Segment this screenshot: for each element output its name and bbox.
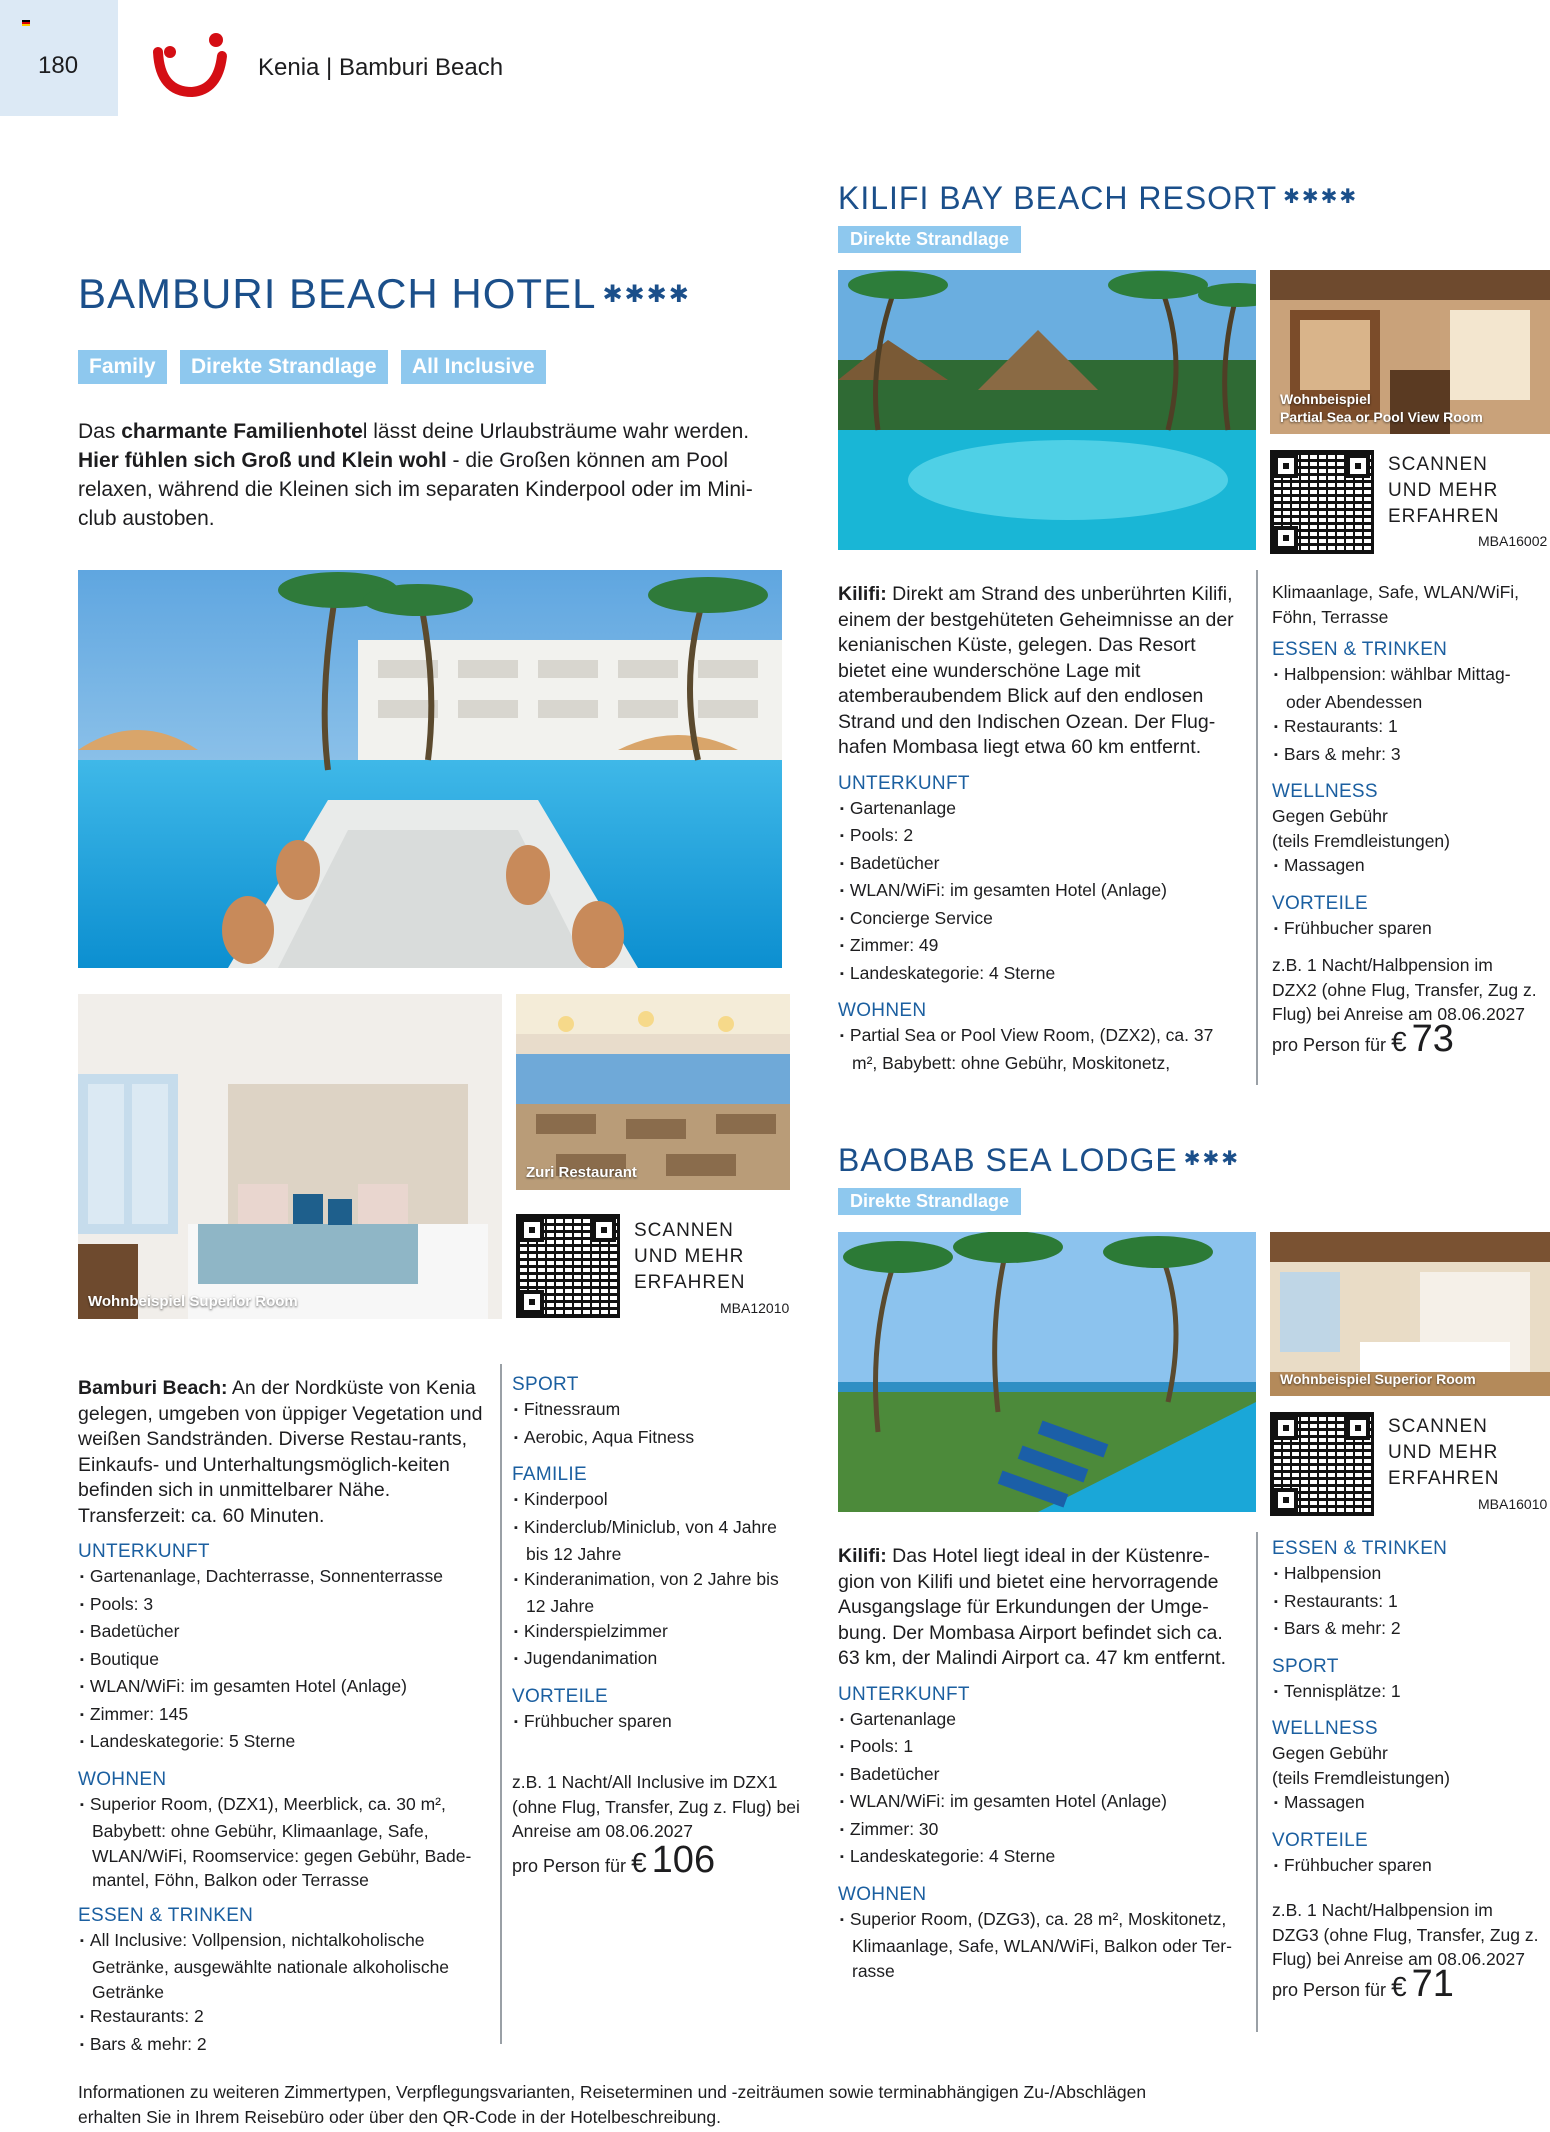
footer-note: Informationen zu weiteren Zimmertypen, Verpflegungsvarianten, Reiseterminen und -zeiträumen sowie terminabhängigen Zu-/Abschlägen erhalten Sie in Ihrem Reisebüro oder über den QR-Code in der Hotelbeschreibung.	[78, 2082, 1147, 2127]
bamburi-restaurant-photo	[516, 994, 790, 1190]
hotel-title: BAOBAB SEA LODGE	[838, 1142, 1178, 1178]
list-item: ▪ Badetücher	[78, 1619, 488, 1647]
list-item: ▪ Superior Room, (DZX1), Meerblick, ca. 30 m², Babybett: ohne Gebühr, Klimaanlage, Safe, WLAN/WiFi, Roomservice: gegen Gebühr, Bade-mantel, Föhn, Balkon oder Terrasse	[78, 1792, 488, 1893]
breadcrumb: Kenia | Bamburi Beach	[258, 54, 504, 81]
room-photo-caption: Wohnbeispiel Superior Room	[88, 1293, 298, 1310]
baobab-photo-caption: Wohnbeispiel Superior Room	[1280, 1371, 1476, 1387]
page-number: 180	[38, 52, 79, 79]
list-item: ▪ WLAN/WiFi: im gesamten Hotel (Anlage)	[78, 1674, 488, 1702]
tag-beach: Direkte Strandlage	[838, 1188, 1021, 1215]
list-item: ▪ Restaurants: 1	[1272, 1589, 1542, 1617]
star-rating: ✱✱✱✱	[602, 280, 691, 308]
kilifi-photo-caption: Wohnbeispiel Partial Sea or Pool View Room	[1280, 391, 1483, 425]
kilifi-qr-code[interactable]	[1270, 450, 1374, 554]
tui-logo	[152, 30, 232, 100]
price-note: z.B. 1 Nacht/Halbpension im DZX2 (ohne Flug, Transfer, Zug z. Flug) bei Anreise am 08.06.2027	[1272, 955, 1537, 1024]
list-item: ▪ Kinderpool	[512, 1487, 802, 1515]
star-rating: ✱✱✱	[1183, 1147, 1240, 1170]
list-item: ▪ Halbpension	[1272, 1561, 1542, 1589]
column-divider	[1256, 570, 1258, 1085]
restaurant-photo-caption: Zuri Restaurant	[526, 1164, 637, 1181]
list-item: ▪ Tennisplätze: 1	[1272, 1679, 1542, 1707]
list-item: ▪ WLAN/WiFi: im gesamten Hotel (Anlage)	[838, 878, 1238, 906]
list-item: ▪ Bars & mehr: 2	[78, 2032, 488, 2060]
list-item: ▪ Zimmer: 145	[78, 1702, 488, 1730]
list-item: ▪ Frühbucher sparen	[1272, 1853, 1542, 1881]
list-item: ▪ Frühbucher sparen	[1272, 916, 1542, 944]
list-item: ▪ Massagen	[1272, 1790, 1542, 1818]
price-note: z.B. 1 Nacht/All Inclusive im DZX1 (ohne Flug, Transfer, Zug z. Flug) bei Anreise am 08.06.2027	[512, 1772, 800, 1841]
list-item: ▪ Kinderanimation, von 2 Jahre bis 12 Jahre	[512, 1567, 802, 1619]
kilifi-pool-photo	[838, 270, 1256, 550]
list-item: ▪ Pools: 1	[838, 1734, 1238, 1762]
list-item: ▪ Restaurants: 2	[78, 2004, 488, 2032]
kilifi-title	[838, 180, 1358, 217]
list-item: ▪ Frühbucher sparen	[512, 1709, 802, 1737]
baobab-qr-code[interactable]	[1270, 1412, 1374, 1516]
kilifi-details-right: Klimaanlage, Safe, WLAN/WiFi, Föhn, Terrasse ESSEN & TRINKEN ▪ Halbpension: wählbar Mittag-oder Abendessen ▪ Restaurants: 1 ▪ Bars & mehr: 3 WELLNESS Gegen Gebühr (teils Fremdleistungen) ▪ Massagen VORTEILE ▪ Frühbucher sparen z.B. 1 Nacht/Halbpension im DZX2 (ohne Flug, Transfer, Zug z. Flug) bei Anreise am 08.06.2027 pro Person für € 73	[1272, 580, 1542, 1058]
baobab-scan-label: SCANNEN UND MEHR ERFAHREN	[1388, 1416, 1500, 1489]
bamburi-room-photo	[78, 994, 502, 1319]
list-item: ▪ All Inclusive: Vollpension, nichtalkoholische Getränke, ausgewählte nationale alkoholische Getränke	[78, 1928, 488, 2005]
bamburi-intro: Das charmante Familienhotel lässt deine Urlaubsträume wahr werden. Hier fühlen sich Groß und Klein wohl - die Großen können am Pool relaxen, während die Kleinen sich im separaten Kinderpool oder im Mini-club austoben.	[78, 420, 753, 530]
kilifi-room-photo	[1270, 270, 1550, 434]
baobab-details-right: ESSEN & TRINKEN ▪ Halbpension ▪ Restaurants: 1 ▪ Bars & mehr: 2 SPORT ▪ Tennisplätze: 1 WELLNESS Gegen Gebühr (teils Fremdleistungen) ▪ Massagen VORTEILE ▪ Frühbucher sparen z.B. 1 Nacht/Halbpension im DZG3 (ohne Flug, Transfer, Zug z. Flug) bei Anreise am 08.06.2027 pro Person für € 71	[1272, 1536, 1542, 2003]
baobab-room-photo	[1270, 1232, 1550, 1396]
tag-beach: Direkte Strandlage	[180, 350, 388, 384]
price: pro Person für € 73	[1272, 1017, 1454, 1060]
list-item: ▪ Zimmer: 49	[838, 933, 1238, 961]
bamburi-tags	[78, 350, 546, 384]
price: pro Person für € 106	[512, 1838, 716, 1881]
hotel-title: BAMBURI BEACH HOTEL	[78, 270, 597, 317]
list-item: ▪ Gartenanlage	[838, 796, 1238, 824]
baobab-title	[838, 1142, 1240, 1179]
baobab-details-left: Kilifi: Das Hotel liegt ideal in der Küstenre-gion von Kilifi und bietet eine hervorragende Ausgangslage für Erkundungen der Umge-bung. Der Mombasa Airport befindet sich ca. 63 km, der Malindi Airport ca. 47 km entfernt. UNTERKUNFT ▪ Gartenanlage ▪ Pools: 1 ▪ Badetücher ▪ WLAN/WiFi: im gesamten Hotel (Anlage) ▪ Zimmer: 30 ▪ Landeskategorie: 4 Sterne WOHNEN ▪ Superior Room, (DZG3), ca. 28 m², Moskitonetz, Klimaanlage, Safe, WLAN/WiFi, Balkon oder Ter-rasse	[838, 1544, 1238, 1983]
list-item: ▪ Badetücher	[838, 1762, 1238, 1790]
column-divider	[1256, 1532, 1258, 2032]
list-item: ▪ Boutique	[78, 1647, 488, 1675]
list-item: ▪ Pools: 3	[78, 1592, 488, 1620]
list-item: ▪ Bars & mehr: 2	[1272, 1616, 1542, 1644]
kilifi-scan-label: SCANNEN UND MEHR ERFAHREN	[1388, 454, 1500, 527]
column-divider	[500, 1364, 502, 2044]
list-item: ▪ Massagen	[1272, 853, 1542, 881]
list-item: ▪ WLAN/WiFi: im gesamten Hotel (Anlage)	[838, 1789, 1238, 1817]
list-item: ▪ Restaurants: 1	[1272, 714, 1542, 742]
list-item: ▪ Badetücher	[838, 851, 1238, 879]
tag-all-inclusive: All Inclusive	[401, 350, 546, 384]
list-item: ▪ Landeskategorie: 4 Sterne	[838, 961, 1238, 989]
kilifi-tags	[838, 226, 1021, 253]
list-item: ▪ Landeskategorie: 4 Sterne	[838, 1844, 1238, 1872]
list-item: ▪ Gartenanlage, Dachterrasse, Sonnenterrasse	[78, 1564, 488, 1592]
list-item: ▪ Fitnessraum	[512, 1397, 802, 1425]
list-item: ▪ Aerobic, Aqua Fitness	[512, 1425, 802, 1453]
price: pro Person für € 71	[1272, 1962, 1454, 2005]
baobab-code: MBA16010	[1478, 1496, 1548, 1512]
list-item: ▪ Pools: 2	[838, 823, 1238, 851]
baobab-pool-photo	[838, 1232, 1256, 1512]
list-item: ▪ Kinderspielzimmer	[512, 1619, 802, 1647]
list-item: ▪ Partial Sea or Pool View Room, (DZX2), ca. 37 m², Babybett: ohne Gebühr, Moskitonetz,	[838, 1023, 1238, 1075]
list-item: ▪ Halbpension: wählbar Mittag-oder Abendessen	[1272, 662, 1542, 714]
list-item: ▪ Bars & mehr: 3	[1272, 742, 1542, 770]
bamburi-details-left: Bamburi Beach: An der Nordküste von Kenia gelegen, umgeben von üppiger Vegetation und weißen Sandstränden. Diverse Restau-rants, Einkaufs- und Unterhaltungsmöglich-keiten befinden sich in unmittelbarer Nähe. Transferzeit: ca. 60 Minuten. UNTERKUNFT ▪ Gartenanlage, Dachterrasse, Sonnenterrasse ▪ Pools: 3 ▪ Badetücher ▪ Boutique ▪ WLAN/WiFi: im gesamten Hotel (Anlage) ▪ Zimmer: 145 ▪ Landeskategorie: 5 Sterne WOHNEN ▪ Superior Room, (DZX1), Meerblick, ca. 30 m², Babybett: ohne Gebühr, Klimaanlage, Safe, WLAN/WiFi, Roomservice: gegen Gebühr, Bade-mantel, Föhn, Balkon oder Terrasse ESSEN & TRINKEN ▪ All Inclusive: Vollpension, nichtalkoholische Getränke, ausgewählte nationale alkoholische Getränke ▪ Restaurants: 2 ▪ Bars & mehr: 2	[78, 1376, 488, 2059]
list-item: ▪ Jugendanimation	[512, 1646, 802, 1674]
list-item: ▪ Landeskategorie: 5 Sterne	[78, 1729, 488, 1757]
bamburi-details-right: SPORT ▪ Fitnessraum ▪ Aerobic, Aqua Fitness FAMILIE ▪ Kinderpool ▪ Kinderclub/Miniclub, von 4 Jahre bis 12 Jahre ▪ Kinderanimation, von 2 Jahre bis 12 Jahre ▪ Kinderspielzimmer ▪ Jugendanimation VORTEILE ▪ Frühbucher sparen z.B. 1 Nacht/All Inclusive im DZX1 (ohne Flug, Transfer, Zug z. Flug) bei Anreise am 08.06.2027 pro Person für € 106	[512, 1372, 802, 1879]
tag-beach: Direkte Strandlage	[838, 226, 1021, 253]
list-item: ▪ Kinderclub/Miniclub, von 4 Jahre bis 12 Jahre	[512, 1515, 802, 1567]
bamburi-qr-code[interactable]	[516, 1214, 620, 1318]
price-note: z.B. 1 Nacht/Halbpension im DZG3 (ohne Flug, Transfer, Zug z. Flug) bei Anreise am 08.06.2027	[1272, 1900, 1539, 1969]
list-item: ▪ Zimmer: 30	[838, 1817, 1238, 1845]
germany-flag-icon	[22, 20, 30, 26]
hotel-title: KILIFI BAY BEACH RESORT	[838, 180, 1278, 216]
bamburi-code: MBA12010	[720, 1300, 790, 1316]
star-rating: ✱✱✱✱	[1283, 185, 1359, 208]
bamburi-pool-photo	[78, 570, 782, 968]
tag-family: Family	[78, 350, 167, 384]
baobab-tags	[838, 1188, 1021, 1215]
bamburi-title	[78, 270, 691, 318]
kilifi-code: MBA16002	[1478, 533, 1548, 549]
bamburi-scan-label: SCANNEN UND MEHR ERFAHREN	[634, 1220, 746, 1293]
kilifi-details-left: Kilifi: Direkt am Strand des unberührten Kilifi, einem der bestgehüteten Geheimnisse an der kenianischen Küste, gelegen. Das Resort bietet eine wunderschöne Lage mit atemberaubendem Blick auf den endlosen Strand und den Indischen Ozean. Der Flug-hafen Mombasa liegt etwa 60 km entfernt. UNTERKUNFT ▪ Gartenanlage ▪ Pools: 2 ▪ Badetücher ▪ WLAN/WiFi: im gesamten Hotel (Anlage) ▪ Concierge Service ▪ Zimmer: 49 ▪ Landeskategorie: 4 Sterne WOHNEN ▪ Partial Sea or Pool View Room, (DZX2), ca. 37 m², Babybett: ohne Gebühr, Moskitonetz,	[838, 582, 1238, 1075]
list-item: ▪ Superior Room, (DZG3), ca. 28 m², Moskitonetz, Klimaanlage, Safe, WLAN/WiFi, Balkon oder Ter-rasse	[838, 1907, 1238, 1984]
list-item: ▪ Gartenanlage	[838, 1707, 1238, 1735]
list-item: ▪ Concierge Service	[838, 906, 1238, 934]
